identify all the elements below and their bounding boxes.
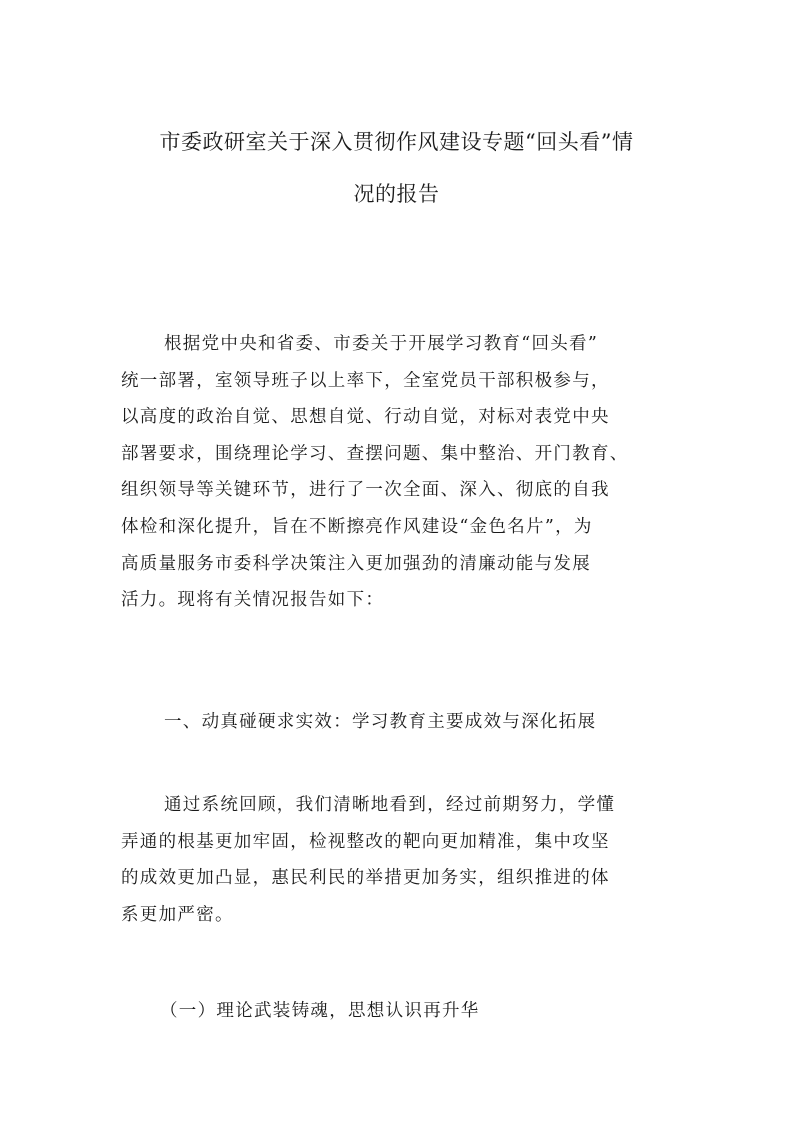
title-line-2: 况的报告 xyxy=(353,182,440,206)
section-1-line-1: 通过系统回顾，我们清晰地看到，经过前期努力，学懂 xyxy=(164,795,616,815)
intro-line-1: 根据党中央和省委、市委关于开展学习教育“回头看” xyxy=(164,334,599,354)
intro-line-2: 统一部署，室领导班子以上率下，全室党员干部积极参与， xyxy=(121,370,610,391)
title-line-1: 市委政研室关于深入贯彻作风建设专题“回头看”情 xyxy=(159,130,634,154)
document-title xyxy=(100,116,693,220)
intro-line-5: 组织领导等关键环节，进行了一次全面、深入、彻底的自我 xyxy=(121,480,610,501)
subsection-1-heading xyxy=(160,993,720,1030)
intro-line-7: 高质量服务市委科学决策注入更加强劲的清廉动能与发展 xyxy=(121,553,591,574)
section-1-heading xyxy=(164,704,724,741)
intro-line-3: 以高度的政治自觉、思想自觉、行动自觉，对标对表党中央 xyxy=(121,407,610,428)
section-1-line-2: 弄通的根基更加牢固，检视整改的靶向更加精准，集中攻坚 xyxy=(121,831,610,852)
intro-line-6: 体检和深化提升，旨在不断擦亮作风建设“金色名片”，为 xyxy=(121,516,593,537)
section-1-paragraph xyxy=(121,787,681,933)
intro-line-4: 部署要求，围绕理论学习、查摆问题、集中整治、开门教育、 xyxy=(121,443,629,464)
section-1-heading-text: 一、动真碰硬求实效：学习教育主要成效与深化拓展 xyxy=(164,712,597,732)
intro-paragraph xyxy=(121,326,681,619)
section-1-line-4: 系更加严密。 xyxy=(121,904,234,925)
subsection-1-heading-text: （一）理论武装铸魂，思想认识再升华 xyxy=(160,1001,480,1021)
section-1-line-3: 的成效更加凸显，惠民利民的举措更加务实，组织推进的体 xyxy=(121,868,610,889)
intro-line-8: 活力。现将有关情况报告如下： xyxy=(121,590,385,611)
